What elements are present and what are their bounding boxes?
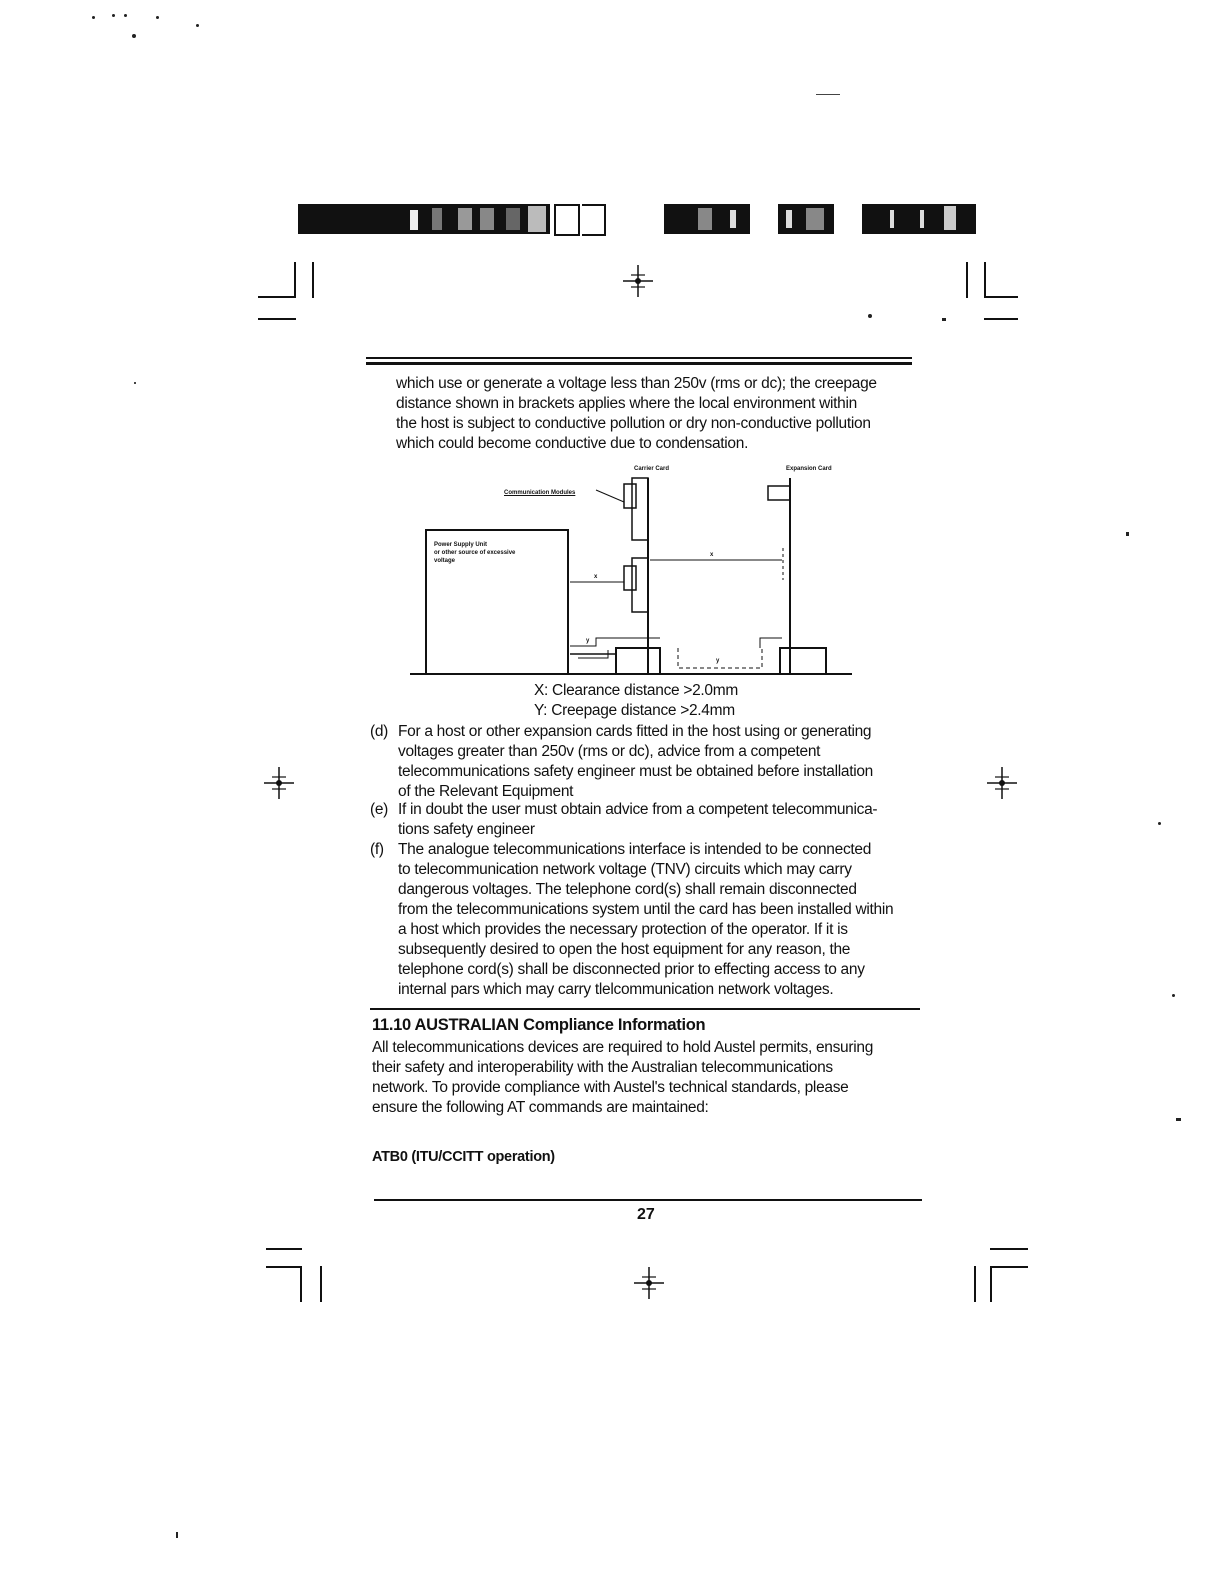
diagram-drawing bbox=[410, 462, 860, 680]
item-line: a host which provides the necessary protection of the operator. If it is bbox=[398, 921, 848, 938]
x-mark-psu: x bbox=[594, 574, 598, 580]
registration-crosshair-bottom bbox=[632, 1266, 666, 1300]
registration-bar-left bbox=[298, 204, 610, 234]
item-line: of the Relevant Equipment bbox=[398, 783, 574, 800]
page-number: 27 bbox=[637, 1206, 655, 1223]
footer-rule bbox=[374, 1199, 922, 1201]
carrier-card-label: Carrier Card bbox=[634, 466, 670, 472]
item-line: subsequently desired to open the host equipment for any reason, the bbox=[398, 941, 851, 958]
section-divider bbox=[370, 1008, 920, 1010]
section-paragraph bbox=[372, 1038, 928, 1118]
registration-crosshair-right bbox=[985, 766, 1019, 800]
registration-crosshair-top bbox=[621, 264, 655, 298]
section-line: their safety and interoperability with the Australian telecommunications bbox=[372, 1059, 833, 1076]
section-line: All telecommunications devices are required to hold Austel permits, ensuring bbox=[372, 1039, 874, 1056]
caption-y: Y: Creepage distance >2.4mm bbox=[534, 702, 735, 719]
item-line: tions safety engineer bbox=[398, 821, 535, 838]
y-mark-psu: y bbox=[586, 638, 590, 644]
item-label: (f) bbox=[370, 841, 384, 858]
item-line: internal pars which may carry tlelcommunication network voltages. bbox=[398, 981, 834, 998]
item-label: (d) bbox=[370, 723, 389, 740]
registration-bar-right bbox=[664, 204, 976, 234]
item-line: dangerous voltages. The telephone cord(s) shall remain disconnected bbox=[398, 881, 857, 898]
list-item-d bbox=[370, 722, 930, 802]
item-line: The analogue telecommunications interface is intended to be connected bbox=[398, 841, 872, 858]
intro-line: the host is subject to conductive pollution or dry non-conductive pollution bbox=[396, 415, 871, 432]
item-line: For a host or other expansion cards fitted in the host using or generating bbox=[398, 723, 872, 740]
diagram-caption bbox=[534, 681, 794, 721]
x-mark: x bbox=[710, 552, 714, 558]
communication-modules-label: Communication Modules bbox=[504, 490, 576, 496]
at-command: ATB0 (ITU/CCITT operation) bbox=[372, 1149, 555, 1165]
intro-line: which use or generate a voltage less than 250v (rms or dc); the creepage bbox=[396, 375, 877, 392]
item-line: voltages greater than 250v (rms or dc), advice from a competent bbox=[398, 743, 821, 760]
list-item-e bbox=[370, 800, 930, 840]
y-mark: y bbox=[716, 658, 720, 664]
intro-paragraph bbox=[396, 374, 926, 454]
item-line: to telecommunication network voltage (TNV) circuits which may carry bbox=[398, 861, 852, 878]
item-line: If in doubt the user must obtain advice from a competent telecommunica- bbox=[398, 801, 878, 818]
intro-line: which could become conductive due to condensation. bbox=[396, 435, 749, 452]
list-item-f bbox=[370, 840, 930, 1000]
expansion-card-label: Expansion Card bbox=[786, 466, 832, 472]
clearance-creepage-diagram bbox=[410, 462, 860, 680]
psu-label-2: or other source of excessive bbox=[434, 550, 516, 556]
registration-crosshair-left bbox=[262, 766, 296, 800]
section-heading: 11.10 AUSTRALIAN Compliance Information bbox=[372, 1016, 706, 1034]
item-line: telephone cord(s) shall be disconnected prior to effecting access to any bbox=[398, 961, 865, 978]
intro-line: distance shown in brackets applies where the local environment within bbox=[396, 395, 857, 412]
psu-label-3: voltage bbox=[434, 558, 456, 564]
item-label: (e) bbox=[370, 801, 389, 818]
section-line: network. To provide compliance with Austel's technical standards, please bbox=[372, 1079, 849, 1096]
item-line: telecommunications safety engineer must be obtained before installation bbox=[398, 763, 873, 780]
section-line: ensure the following AT commands are maintained: bbox=[372, 1099, 709, 1116]
caption-x: X: Clearance distance >2.0mm bbox=[534, 682, 738, 699]
item-line: from the telecommunications system until the card has been installed within bbox=[398, 901, 894, 918]
psu-label-1: Power Supply Unit bbox=[434, 542, 488, 548]
